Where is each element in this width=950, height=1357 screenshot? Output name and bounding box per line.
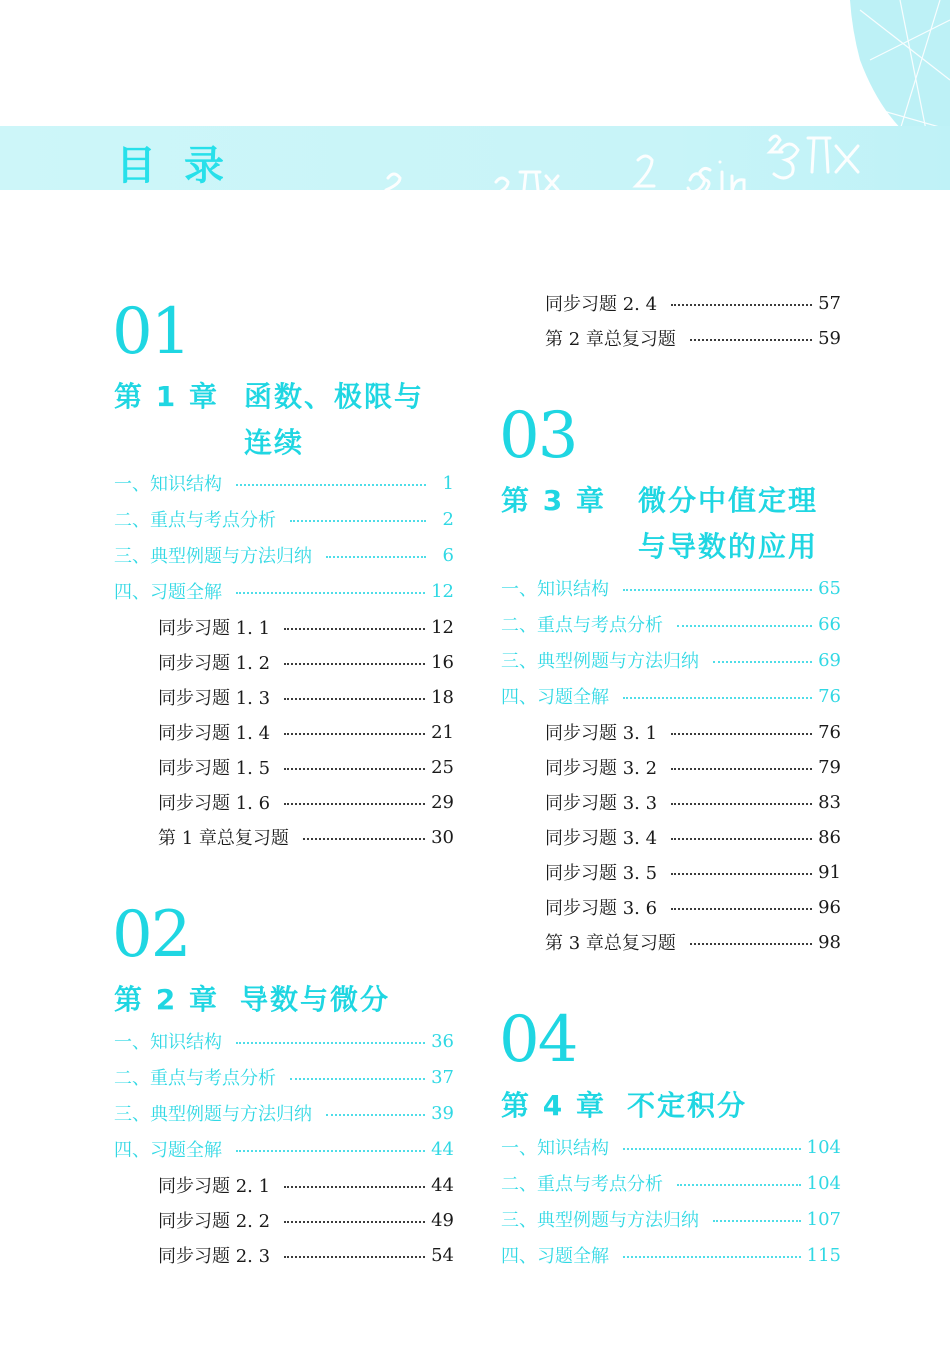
toc-page-number: 66 <box>818 613 841 635</box>
dot-leader <box>623 1256 801 1258</box>
toc-entry-label: 同步习题 1. 5 <box>158 758 271 779</box>
toc-page-number: 69 <box>818 649 841 671</box>
dot-leader <box>303 838 425 840</box>
toc-entry-label: 一、知识结构 <box>114 1032 222 1053</box>
toc-page-number: 76 <box>818 685 841 707</box>
toc-page-number: 83 <box>818 791 841 813</box>
toc-exercise-entry[interactable] <box>545 824 841 850</box>
dot-leader <box>713 1220 801 1222</box>
toc-section-entry[interactable] <box>501 1242 841 1268</box>
toc-entry-label: 同步习题 1. 2 <box>158 653 271 674</box>
chapter-title <box>114 977 390 1023</box>
toc-page-number: 29 <box>431 791 454 813</box>
dot-leader <box>671 873 812 875</box>
chapter-title <box>114 374 424 466</box>
toc-page-number: 86 <box>818 826 841 848</box>
chapter-title-line: 微分中值定理 <box>638 484 819 517</box>
toc-entry-label: 三、典型例题与方法归纳 <box>501 1210 699 1231</box>
toc-page-number: 79 <box>818 756 841 778</box>
toc-section-entry[interactable] <box>114 1028 454 1054</box>
toc-section-entry[interactable] <box>501 1170 841 1196</box>
toc-section-entry[interactable] <box>114 506 454 532</box>
toc-entry-label: 四、习题全解 <box>114 582 222 603</box>
chapter-number: 04 <box>499 1003 577 1077</box>
dot-leader <box>671 908 812 910</box>
toc-exercise-entry[interactable] <box>158 1207 454 1233</box>
toc-entry-label: 三、典型例题与方法归纳 <box>501 651 699 672</box>
toc-exercise-entry[interactable] <box>158 824 454 850</box>
toc-page-number: 104 <box>806 1172 841 1194</box>
chapter-number: 02 <box>112 898 190 972</box>
toc-exercise-entry[interactable] <box>158 1172 454 1198</box>
dot-leader <box>623 697 812 699</box>
toc-page-number: 6 <box>442 544 454 566</box>
toc-page-number: 18 <box>431 686 454 708</box>
toc-page-number: 59 <box>818 327 841 349</box>
toc-page-number: 36 <box>431 1030 454 1052</box>
page-title: 目录 <box>116 143 252 189</box>
toc-entry-label: 同步习题 3. 2 <box>545 758 658 779</box>
toc-entry-label: 第 3 章总复习题 <box>545 933 676 954</box>
dot-leader <box>284 803 425 805</box>
toc-entry-label: 同步习题 3. 3 <box>545 793 658 814</box>
dot-leader <box>671 733 812 735</box>
dot-leader <box>671 304 812 306</box>
toc-section-entry[interactable] <box>501 647 841 673</box>
dot-leader <box>677 625 812 627</box>
toc-entry-label: 四、习题全解 <box>501 687 609 708</box>
toc-entry-label: 同步习题 2. 2 <box>158 1211 271 1232</box>
toc-page-number: 37 <box>431 1066 454 1088</box>
toc-entry-label: 同步习题 1. 1 <box>158 618 271 639</box>
chapter-label: 第 3 章 <box>501 484 606 517</box>
toc-entry-label: 四、习题全解 <box>501 1246 609 1267</box>
toc-page-number: 30 <box>431 826 454 848</box>
chapter-title-line: 不定积分 <box>627 1089 748 1122</box>
toc-exercise-entry[interactable] <box>158 649 454 675</box>
dot-leader <box>284 663 425 665</box>
toc-entry-label: 一、知识结构 <box>501 1138 609 1159</box>
dot-leader <box>290 1078 425 1080</box>
chapter-label: 第 2 章 <box>114 983 219 1016</box>
toc-exercise-entry[interactable] <box>545 859 841 885</box>
toc-exercise-entry[interactable] <box>545 929 841 955</box>
toc-exercise-entry[interactable] <box>545 789 841 815</box>
toc-exercise-entry[interactable] <box>545 719 841 745</box>
toc-entry-label: 同步习题 3. 6 <box>545 898 658 919</box>
toc-entry-label: 一、知识结构 <box>114 474 222 495</box>
chapter-title <box>501 478 818 570</box>
toc-section-entry[interactable] <box>114 1100 454 1126</box>
toc-entry-label: 同步习题 3. 5 <box>545 863 658 884</box>
dot-leader <box>671 803 812 805</box>
dot-leader <box>690 943 812 945</box>
toc-page-number: 54 <box>431 1244 454 1266</box>
toc-entry-label: 同步习题 3. 4 <box>545 828 658 849</box>
toc-exercise-entry[interactable] <box>158 789 454 815</box>
chapter-title-line: 导数与微分 <box>240 983 391 1016</box>
toc-page-number: 104 <box>806 1136 841 1158</box>
toc-page-number: 57 <box>818 292 841 314</box>
chapter-title-line: 与导数的应用 <box>638 530 819 563</box>
toc-page-number: 16 <box>431 651 454 673</box>
toc-section-entry[interactable] <box>501 575 841 601</box>
toc-page-number: 25 <box>431 756 454 778</box>
toc-entry-label: 第 2 章总复习题 <box>545 329 676 350</box>
toc-page-number: 65 <box>818 577 841 599</box>
dot-leader <box>623 589 812 591</box>
toc-section-entry[interactable] <box>114 578 454 604</box>
dot-leader <box>236 592 425 594</box>
toc-section-entry[interactable] <box>114 1064 454 1090</box>
toc-page-number: 107 <box>806 1208 841 1230</box>
toc-exercise-entry[interactable] <box>158 719 454 745</box>
toc-exercise-entry[interactable] <box>545 754 841 780</box>
toc-page-number: 96 <box>818 896 841 918</box>
toc-page-number: 44 <box>431 1138 454 1160</box>
dot-leader <box>623 1148 801 1150</box>
toc-page-number: 1 <box>442 472 454 494</box>
dot-leader <box>236 484 426 486</box>
toc-page-number: 12 <box>431 580 454 602</box>
chapter-number: 03 <box>499 399 577 473</box>
toc-page-number: 44 <box>431 1174 454 1196</box>
dot-leader <box>671 768 812 770</box>
chapter-title-line: 函数、极限与 <box>244 380 425 413</box>
toc-page-number: 91 <box>818 861 841 883</box>
toc-entry-label: 二、重点与考点分析 <box>501 615 663 636</box>
toc-section-entry[interactable] <box>114 470 454 496</box>
dot-leader <box>290 520 426 522</box>
dot-leader <box>677 1184 801 1186</box>
toc-page-number: 21 <box>431 721 454 743</box>
toc-page-number: 12 <box>431 616 454 638</box>
toc-entry-label: 同步习题 2. 1 <box>158 1176 271 1197</box>
dot-leader <box>284 1221 425 1223</box>
chapter-label: 第 1 章 <box>114 380 219 413</box>
toc-entry-label: 同步习题 1. 3 <box>158 688 271 709</box>
math-formula-watermark <box>0 0 950 260</box>
dot-leader <box>236 1150 425 1152</box>
toc-entry-label: 同步习题 1. 6 <box>158 793 271 814</box>
toc-page-number: 49 <box>431 1209 454 1231</box>
toc-entry-label: 二、重点与考点分析 <box>114 510 276 531</box>
dot-leader <box>690 339 812 341</box>
toc-entry-label: 二、重点与考点分析 <box>114 1068 276 1089</box>
chapter-label: 第 4 章 <box>501 1089 606 1122</box>
toc-page-number: 39 <box>431 1102 454 1124</box>
chapter-title-line: 连续 <box>244 426 305 459</box>
toc-section-entry[interactable] <box>114 1136 454 1162</box>
toc-entry-label: 同步习题 2. 4 <box>545 294 658 315</box>
dot-leader <box>326 1114 425 1116</box>
toc-entry-label: 同步习题 2. 3 <box>158 1246 271 1267</box>
toc-exercise-entry[interactable] <box>545 894 841 920</box>
toc-entry-label: 同步习题 1. 4 <box>158 723 271 744</box>
dot-leader <box>671 838 812 840</box>
toc-exercise-entry[interactable] <box>158 614 454 640</box>
toc-page-number: 2 <box>442 508 454 530</box>
toc-exercise-entry[interactable] <box>158 1242 454 1268</box>
dot-leader <box>284 1256 425 1258</box>
toc-exercise-entry[interactable] <box>545 325 841 351</box>
chapter-number: 01 <box>112 295 190 369</box>
toc-page-number: 115 <box>806 1244 841 1266</box>
dot-leader <box>326 556 426 558</box>
toc-page-number: 76 <box>818 721 841 743</box>
toc-section-entry[interactable] <box>501 1134 841 1160</box>
toc-section-entry[interactable] <box>501 683 841 709</box>
dot-leader <box>284 733 425 735</box>
toc-exercise-entry[interactable] <box>158 684 454 710</box>
toc-entry-label: 三、典型例题与方法归纳 <box>114 1104 312 1125</box>
dot-leader <box>284 698 425 700</box>
toc-page-number: 98 <box>818 931 841 953</box>
dot-leader <box>284 768 425 770</box>
dot-leader <box>284 628 425 630</box>
toc-entry-label: 三、典型例题与方法归纳 <box>114 546 312 567</box>
dot-leader <box>284 1186 425 1188</box>
toc-entry-label: 一、知识结构 <box>501 579 609 600</box>
toc-entry-label: 第 1 章总复习题 <box>158 828 289 849</box>
toc-exercise-entry[interactable] <box>158 754 454 780</box>
toc-entry-label: 四、习题全解 <box>114 1140 222 1161</box>
toc-exercise-entry[interactable] <box>545 290 841 316</box>
toc-entry-label: 二、重点与考点分析 <box>501 1174 663 1195</box>
chapter-title <box>501 1083 747 1129</box>
toc-section-entry[interactable] <box>114 542 454 568</box>
dot-leader <box>713 661 812 663</box>
dot-leader <box>236 1042 425 1044</box>
toc-section-entry[interactable] <box>501 611 841 637</box>
toc-section-entry[interactable] <box>501 1206 841 1232</box>
toc-entry-label: 同步习题 3. 1 <box>545 723 658 744</box>
